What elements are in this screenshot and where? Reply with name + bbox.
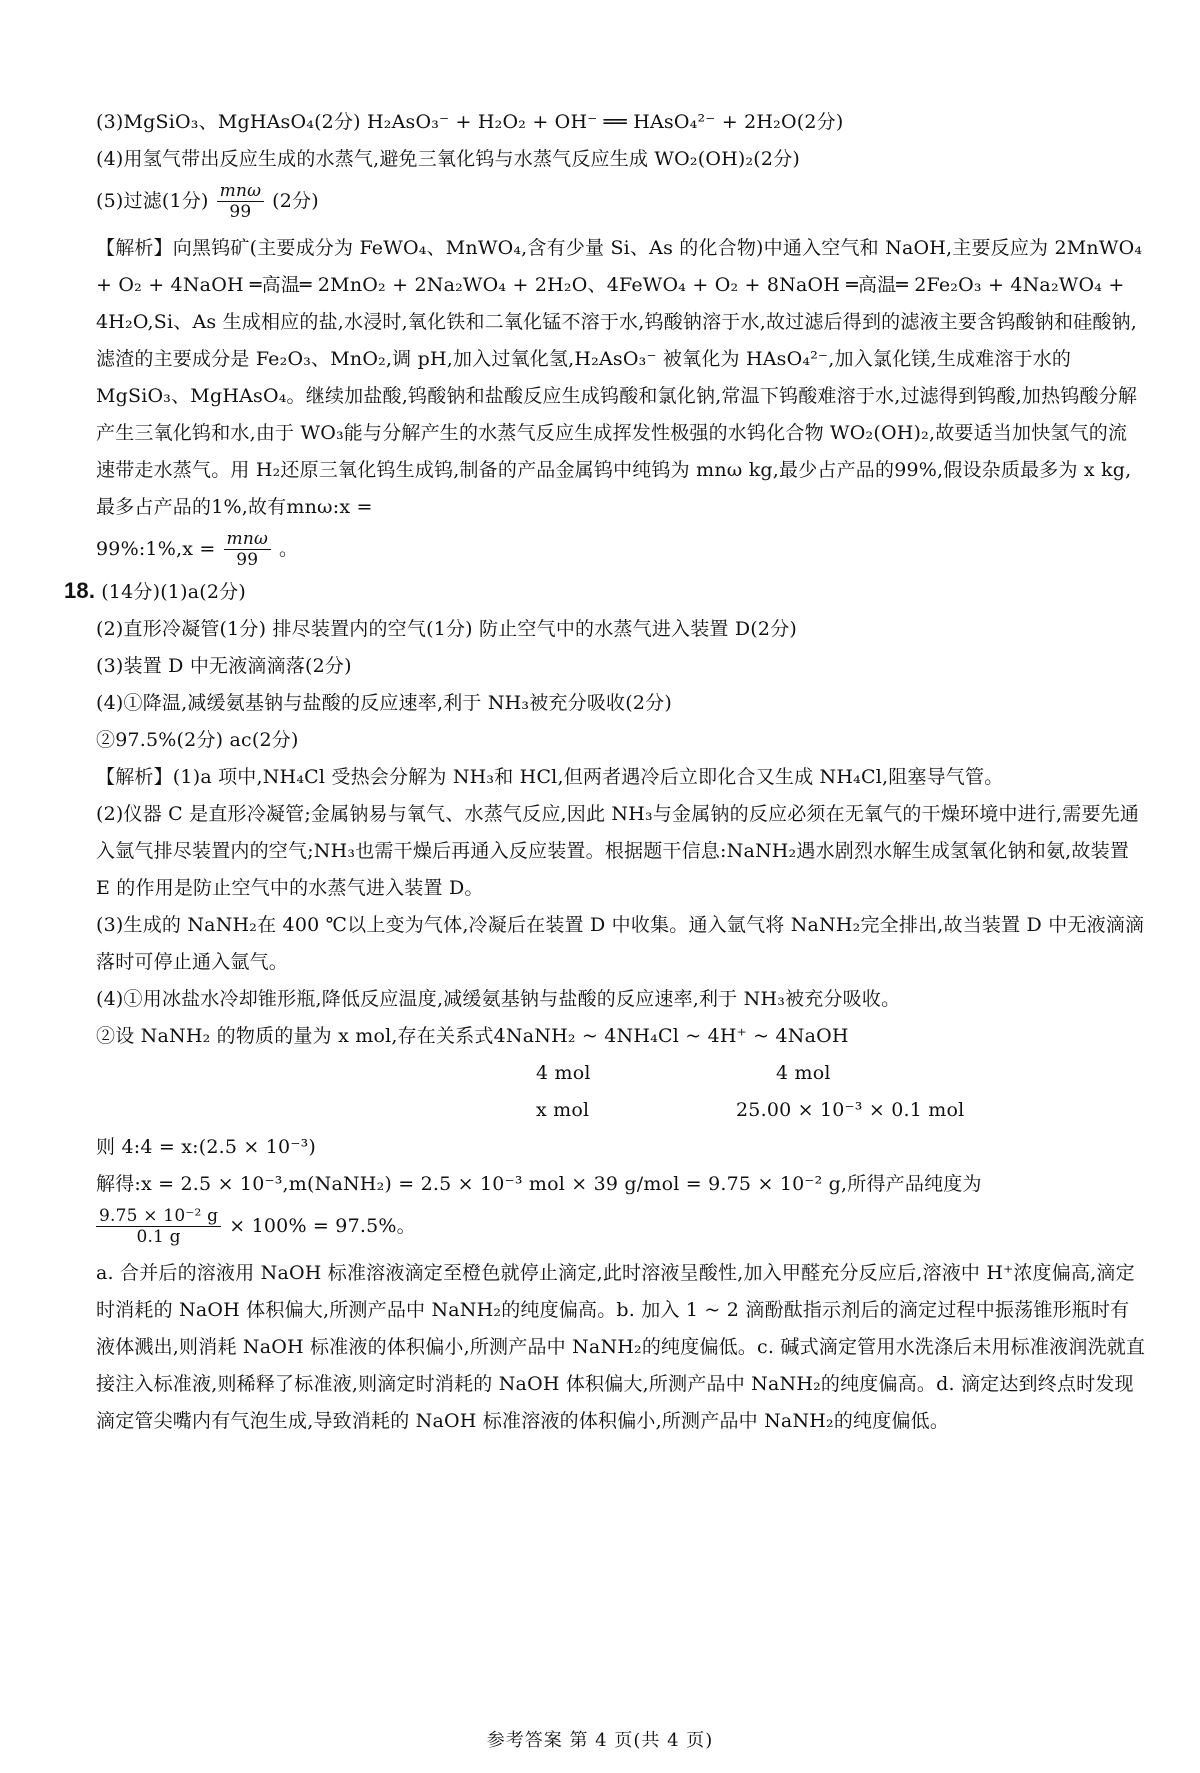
- q18-part4-second: ②97.5%(2分) ac(2分): [96, 729, 299, 751]
- q18-part4-first: (4)①降温,减缓氨基钠与盐酸的反应速率,利于 NH₃被充分吸收(2分): [96, 692, 672, 714]
- q17-part4: (4)用氢气带出反应生成的水蒸气,避免三氧化钨与水蒸气反应生成 WO₂(OH)₂(2分): [96, 148, 801, 170]
- fraction-numerator: mnω: [224, 529, 272, 550]
- fraction-numerator: mnω: [217, 181, 265, 202]
- q17-part5-fraction: [217, 181, 265, 222]
- calc-row-1: [96, 1055, 1146, 1092]
- q18-solve: 解得:x = 2.5 × 10⁻³,m(NaNH₂) = 2.5 × 10⁻³ mol × 39 g/mol = 9.75 × 10⁻² g,所得产品纯度为: [96, 1173, 982, 1195]
- calc-row-1-right: 4 mol: [776, 1062, 831, 1084]
- q18-analysis-4: (4)①用冰盐水冷却锥形瓶,降低反应温度,减缓氨基钠与盐酸的反应速率,利于 NH₃被充分吸收。: [96, 988, 901, 1010]
- q17-part5-suffix: (2分): [272, 189, 319, 212]
- q17-part3: (3)MgSiO₃、MgHAsO₄(2分) H₂AsO₃⁻ + H₂O₂ + OH⁻ ══ HAsO₄²⁻ + 2H₂O(2分): [96, 111, 844, 133]
- q18-purity-fraction: [96, 1206, 221, 1247]
- q18-ratio: 则 4:4 = x:(2.5 × 10⁻³): [96, 1136, 316, 1158]
- calc-row-2: [96, 1092, 1146, 1129]
- q17-part5-prefix: (5)过滤(1分): [96, 189, 209, 212]
- q17-analysis: 【解析】向黑钨矿(主要成分为 FeWO₄、MnWO₄,含有少量 Si、As 的化合物)中通入空气和 NaOH,主要反应为 2MnWO₄ + O₂ + 4NaOH ═高温═ 2MnO₂ + 2Na₂WO₄ + 2H₂O、4FeWO₄ + O₂ + 8NaOH ═高温═ 2Fe₂O₃ + 4Na₂WO₄ + 4H₂O,Si、As 生成相应的盐,水浸时,氧化铁和二氧化锰不溶于水,钨酸钠溶于水,故过滤后得到的滤液主要含钨酸钠和硅酸钠,滤渣的主要成分是 Fe₂O₃、MnO₂,调 pH,加入过氧化氢,H₂AsO₃⁻ 被氧化为 HAsO₄²⁻,加入氯化镁,生成难溶于水的 MgSiO₃、MgHAsO₄。继续加盐酸,钨酸钠和盐酸反应生成钨酸和氯化钠,常温下钨酸难溶于水,过滤得到钨酸,加热钨酸分解产生三氧化钨和水,由于 WO₃能与分解产生的水蒸气反应生成挥发性极强的水钨化合物 WO₂(OH)₂,故要适当加快氢气的流速带走水蒸气。用 H₂还原三氧化钨生成钨,制备的产品金属钨中纯钨为 mnω kg,最少占产品的99%,假设杂质最多为 x kg,最多占产品的1%,故有mnω:x =: [96, 237, 1143, 518]
- q17-analysis-end-suffix: 。: [279, 537, 299, 560]
- q18-part3: (3)装置 D 中无液滴滴落(2分): [96, 655, 352, 677]
- q18-part2: (2)直形冷凝管(1分) 排尽装置内的空气(1分) 防止空气中的水蒸气进入装置 D(2分): [96, 618, 798, 640]
- answer-content: [64, 104, 1146, 1440]
- calc-row-2-right: 25.00 × 10⁻³ × 0.1 mol: [736, 1099, 965, 1121]
- q18-analysis-2: (2)仪器 C 是直形冷凝管;金属钠易与氧气、水蒸气反应,因此 NH₃与金属钠的反应必须在无氧气的干燥环境中进行,需要先通入氩气排尽装置内的空气;NH₃也需干燥后再通入反应装置。根据题干信息:NaNH₂遇水剧烈水解生成氢氧化钠和氨,故装置 E 的作用是防止空气中的水蒸气进入装置 D。: [96, 803, 1140, 899]
- q17-part5: [96, 178, 1146, 224]
- q18-analysis-5: ②设 NaNH₂ 的物质的量为 x mol,存在关系式4NaNH₂ ~ 4NH₄Cl ~ 4H⁺ ~ 4NaOH: [96, 1025, 849, 1047]
- q18-part1-text: (14分)(1)a(2分): [101, 581, 246, 603]
- page-footer: 参考答案 第 4 页(共 4 页): [486, 1730, 714, 1751]
- calc-row-2-left: x mol: [536, 1099, 590, 1121]
- q17-analysis-end: [96, 526, 1146, 572]
- q18-analysis-3: (3)生成的 NaNH₂在 400 ℃以上变为气体,冷凝后在装置 D 中收集。通入氩气将 NaNH₂完全排出,故当装置 D 中无液滴滴落时可停止通入氩气。: [96, 914, 1145, 973]
- calc-row-1-left: 4 mol: [536, 1062, 591, 1084]
- q18-purity: [96, 1203, 1146, 1249]
- q17-analysis-end-prefix: 99%:1%,x =: [96, 537, 216, 560]
- fraction-denominator: 0.1 g: [136, 1226, 181, 1247]
- q18-purity-suffix: × 100% = 97.5%。: [229, 1214, 416, 1237]
- fraction-denominator: 99: [236, 549, 259, 570]
- fraction-denominator: 99: [229, 201, 252, 222]
- q17-analysis-fraction: [224, 529, 272, 570]
- q18-analysis-6: a. 合并后的溶液用 NaOH 标准溶液滴定至橙色就停止滴定,此时溶液呈酸性,加入甲醛充分反应后,溶液中 H⁺浓度偏高,滴定时消耗的 NaOH 体积偏大,所测产品中 NaNH₂的纯度偏高。b. 加入 1 ~ 2 滴酚酞指示剂后的滴定过程中振荡锥形瓶时有液体溅出,则消耗 NaOH 标准液的体积偏小,所测产品中 NaNH₂的纯度偏低。c. 碱式滴定管用水洗涤后未用标准液润洗就直接注入标准液,则稀释了标准液,则滴定时消耗的 NaOH 体积偏大,所测产品中 NaNH₂的纯度偏高。d. 滴定达到终点时发现滴定管尖嘴内有气泡生成,导致消耗的 NaOH 标准溶液的体积偏小,所测产品中 NaNH₂的纯度偏低。: [96, 1262, 1146, 1432]
- fraction-numerator: 9.75 × 10⁻² g: [96, 1206, 221, 1227]
- q18-analysis-1: 【解析】(1)a 项中,NH₄Cl 受热会分解为 NH₃和 HCl,但两者遇冷后立即化合又生成 NH₄Cl,阻塞导气管。: [96, 766, 1004, 788]
- q18-part1: [64, 572, 1146, 611]
- question-number: 18.: [64, 578, 96, 603]
